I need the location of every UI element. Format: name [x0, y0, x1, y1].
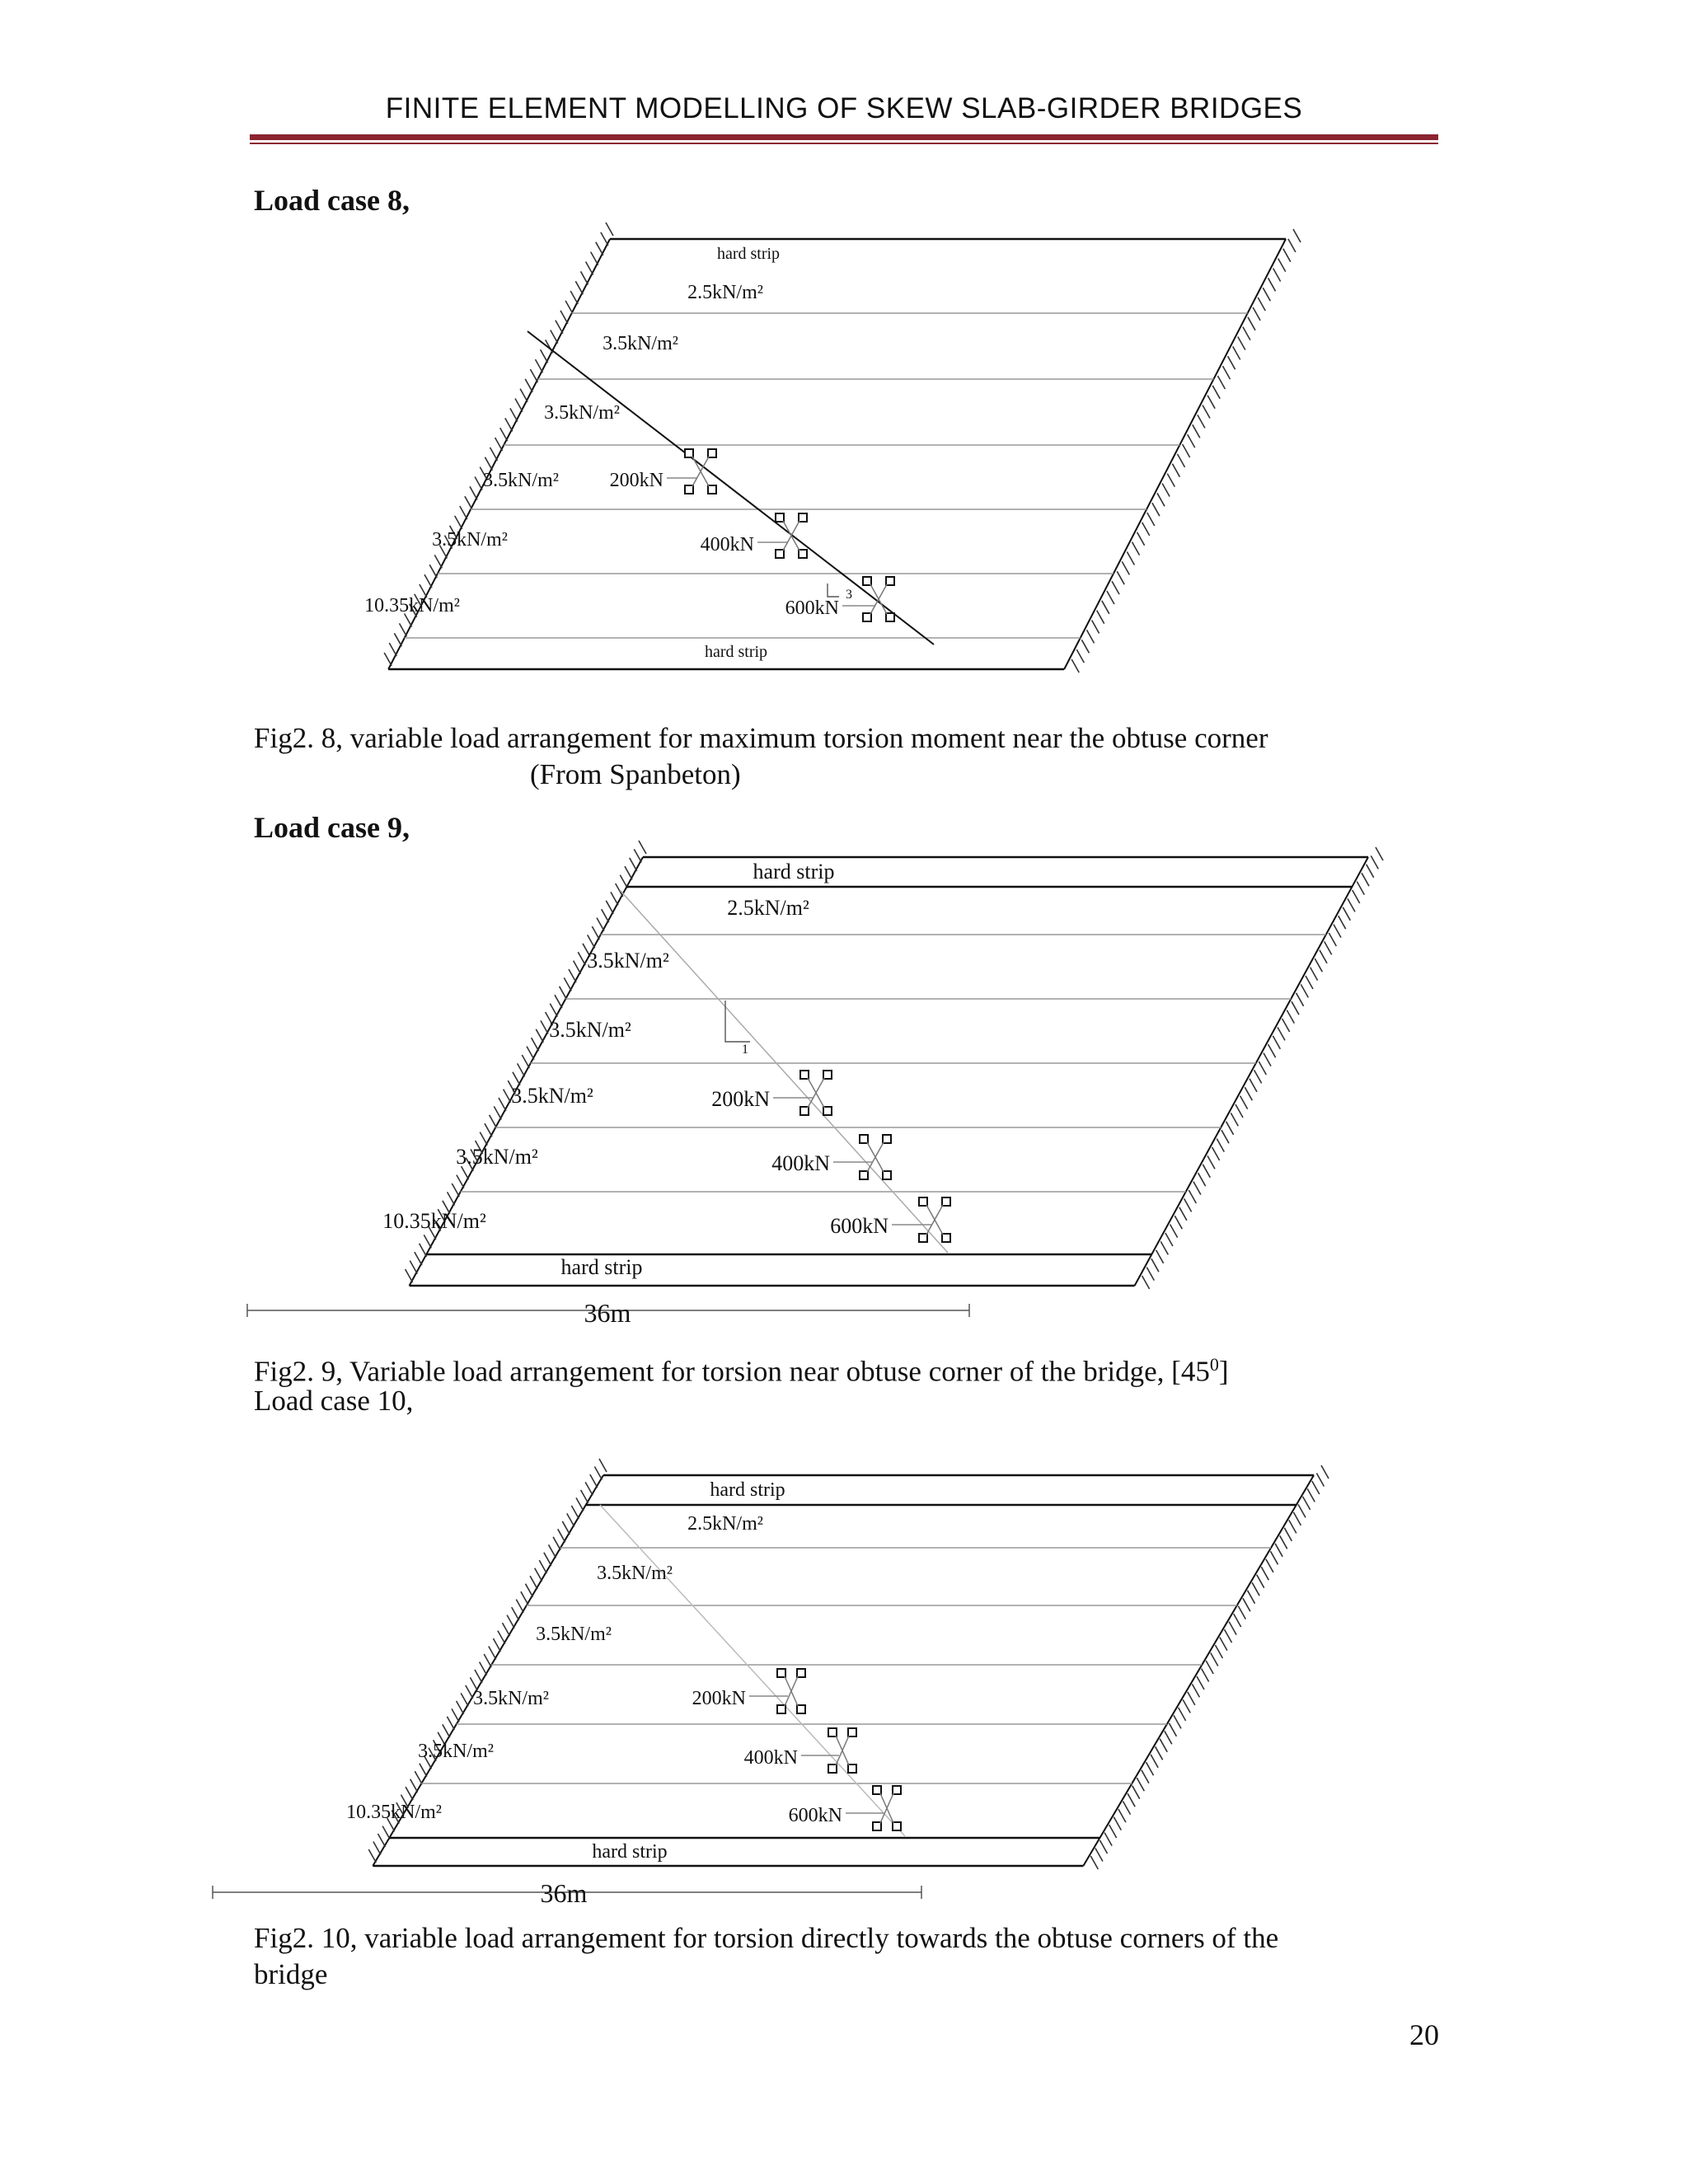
fig-9-caption-text: Fig2. 9, Variable load arrangement for torsion near obtuse corner of the bridge, [45	[254, 1355, 1210, 1388]
bottom-hard-strip-label: hard strip	[592, 1841, 668, 1863]
axle-wheel	[828, 1765, 837, 1773]
axle-load-label: 200kN	[692, 1688, 746, 1709]
lane-load-label: 2.5kN/m²	[687, 1513, 763, 1535]
bottom-hard-strip-label: hard strip	[560, 1255, 643, 1279]
lane-load-label: 3.5kN/m²	[511, 1084, 593, 1108]
lane-load-label: 3.5kN/m²	[544, 402, 620, 424]
lane-load-label: 3.5kN/m²	[597, 1563, 673, 1584]
axle-wheel	[883, 1135, 891, 1143]
axle-wheel	[860, 1135, 868, 1143]
axle-wheel	[873, 1786, 881, 1794]
right-support-hatch	[1071, 229, 1301, 673]
load-diagonal	[600, 1505, 905, 1836]
axle-cross	[808, 1078, 824, 1108]
lane-load-label: 3.5kN/m²	[587, 949, 669, 972]
figure-8-diagram	[364, 223, 1301, 673]
axle-wheel	[863, 613, 871, 621]
fig-8-source: (From Spanbeton)	[530, 758, 741, 790]
axle-wheel	[800, 1071, 809, 1079]
axle-cross	[836, 1736, 849, 1765]
figure-10-diagram	[213, 1459, 1329, 1908]
axle-wheel	[848, 1728, 856, 1736]
axle-wheel	[776, 513, 784, 522]
axle-wheel	[799, 550, 807, 558]
axle-wheel	[776, 550, 784, 558]
span-dimension-label: 36m	[584, 1298, 631, 1328]
load-diagonal	[620, 890, 948, 1253]
axle-cross	[870, 584, 887, 614]
axle-wheel	[799, 513, 807, 522]
axle-wheel	[685, 485, 693, 494]
axle-load-label: 600kN	[788, 1805, 842, 1826]
axle-wheel	[883, 1171, 891, 1179]
load-case-9-heading: Load case 9,	[254, 811, 410, 844]
axle-load-label: 400kN	[743, 1747, 798, 1769]
fig-10-caption: Fig2. 10, variable load arrangement for torsion directly towards the obtuse corners of the	[254, 1922, 1279, 1954]
axle-wheel	[797, 1669, 805, 1677]
degree-superscript: 0	[1209, 1354, 1219, 1375]
axle-load-label: 200kN	[711, 1087, 770, 1111]
axle-cross	[867, 1142, 884, 1172]
axle-wheel	[873, 1822, 881, 1830]
page-number: 20	[1409, 2018, 1439, 2051]
right-abutment-line	[1083, 1475, 1314, 1866]
axle-cross	[783, 521, 799, 551]
axle-wheel	[823, 1107, 832, 1115]
axle-load-label: 600kN	[830, 1214, 889, 1238]
axle-wheel	[860, 1171, 868, 1179]
axle-wheel	[828, 1728, 837, 1736]
axle-cross	[785, 1676, 798, 1706]
fig-9-caption-end: ]	[1218, 1355, 1229, 1388]
lane-load-label: 10.35kN/m²	[346, 1802, 442, 1823]
top-hard-strip-label: hard strip	[716, 245, 781, 263]
axle-wheel	[848, 1765, 856, 1773]
axle-load-label: 200kN	[609, 470, 663, 491]
span-dimension-label: 36m	[540, 1878, 588, 1908]
axle-wheel	[797, 1705, 805, 1713]
axle-wheel	[823, 1071, 832, 1079]
axle-load-label: 600kN	[785, 598, 839, 619]
fig-8-caption: Fig2. 8, variable load arrangement for maximum torsion moment near the obtuse corner	[254, 722, 1268, 754]
right-support-hatch	[1090, 1465, 1329, 1869]
load-case-10-heading: Load case 10,	[254, 1385, 414, 1417]
load-case-8-heading: Load case 8,	[254, 184, 410, 217]
lane-load-label: 3.5kN/m²	[456, 1145, 538, 1169]
lane-load-label: 3.5kN/m²	[536, 1624, 612, 1645]
lane-load-label: 3.5kN/m²	[432, 529, 508, 551]
right-support-hatch	[1142, 847, 1383, 1289]
axle-cross	[926, 1205, 943, 1235]
axle-wheel	[919, 1197, 927, 1206]
axle-wheel	[685, 449, 693, 457]
running-header: FINITE ELEMENT MODELLING OF SKEW SLAB-GIRDER BRIDGES	[385, 92, 1303, 124]
lane-load-label: 3.5kN/m²	[603, 333, 678, 354]
axle-wheel	[777, 1669, 785, 1677]
axle-cross	[880, 1793, 893, 1823]
axle-cross	[692, 457, 709, 486]
lane-load-label: 10.35kN/m²	[382, 1209, 486, 1233]
axle-wheel	[942, 1234, 950, 1242]
axle-wheel	[893, 1786, 901, 1794]
axle-load-label: 400kN	[700, 534, 754, 555]
lane-load-label: 3.5kN/m²	[549, 1018, 631, 1042]
right-abutment-line	[1135, 857, 1368, 1286]
axle-wheel	[886, 613, 894, 621]
bottom-hard-strip-label: hard strip	[704, 643, 768, 661]
axle-wheel	[886, 577, 894, 585]
slope-label: 3	[846, 588, 852, 602]
top-hard-strip-label: hard strip	[710, 1479, 785, 1501]
figure-9-diagram	[247, 841, 1383, 1328]
axle-wheel	[708, 449, 716, 457]
slope-label: 1	[742, 1043, 748, 1057]
axle-wheel	[800, 1107, 809, 1115]
axle-wheel	[919, 1234, 927, 1242]
lane-load-label: 3.5kN/m²	[418, 1741, 494, 1762]
lane-load-label: 3.5kN/m²	[483, 470, 559, 491]
lane-load-label: 3.5kN/m²	[473, 1688, 549, 1709]
fig-10-caption-line2: bridge	[254, 1958, 328, 1990]
axle-wheel	[863, 577, 871, 585]
axle-load-label: 400kN	[771, 1151, 830, 1175]
right-abutment-line	[1064, 239, 1286, 669]
top-hard-strip-label: hard strip	[753, 860, 835, 883]
axle-wheel	[893, 1822, 901, 1830]
lane-load-label: 2.5kN/m²	[727, 896, 809, 920]
axle-wheel	[708, 485, 716, 494]
axle-wheel	[777, 1705, 785, 1713]
lane-load-label: 2.5kN/m²	[687, 282, 763, 303]
lane-load-label: 10.35kN/m²	[364, 595, 460, 616]
load-diagonal	[528, 331, 934, 644]
slope-triangle	[828, 583, 839, 597]
axle-wheel	[942, 1197, 950, 1206]
